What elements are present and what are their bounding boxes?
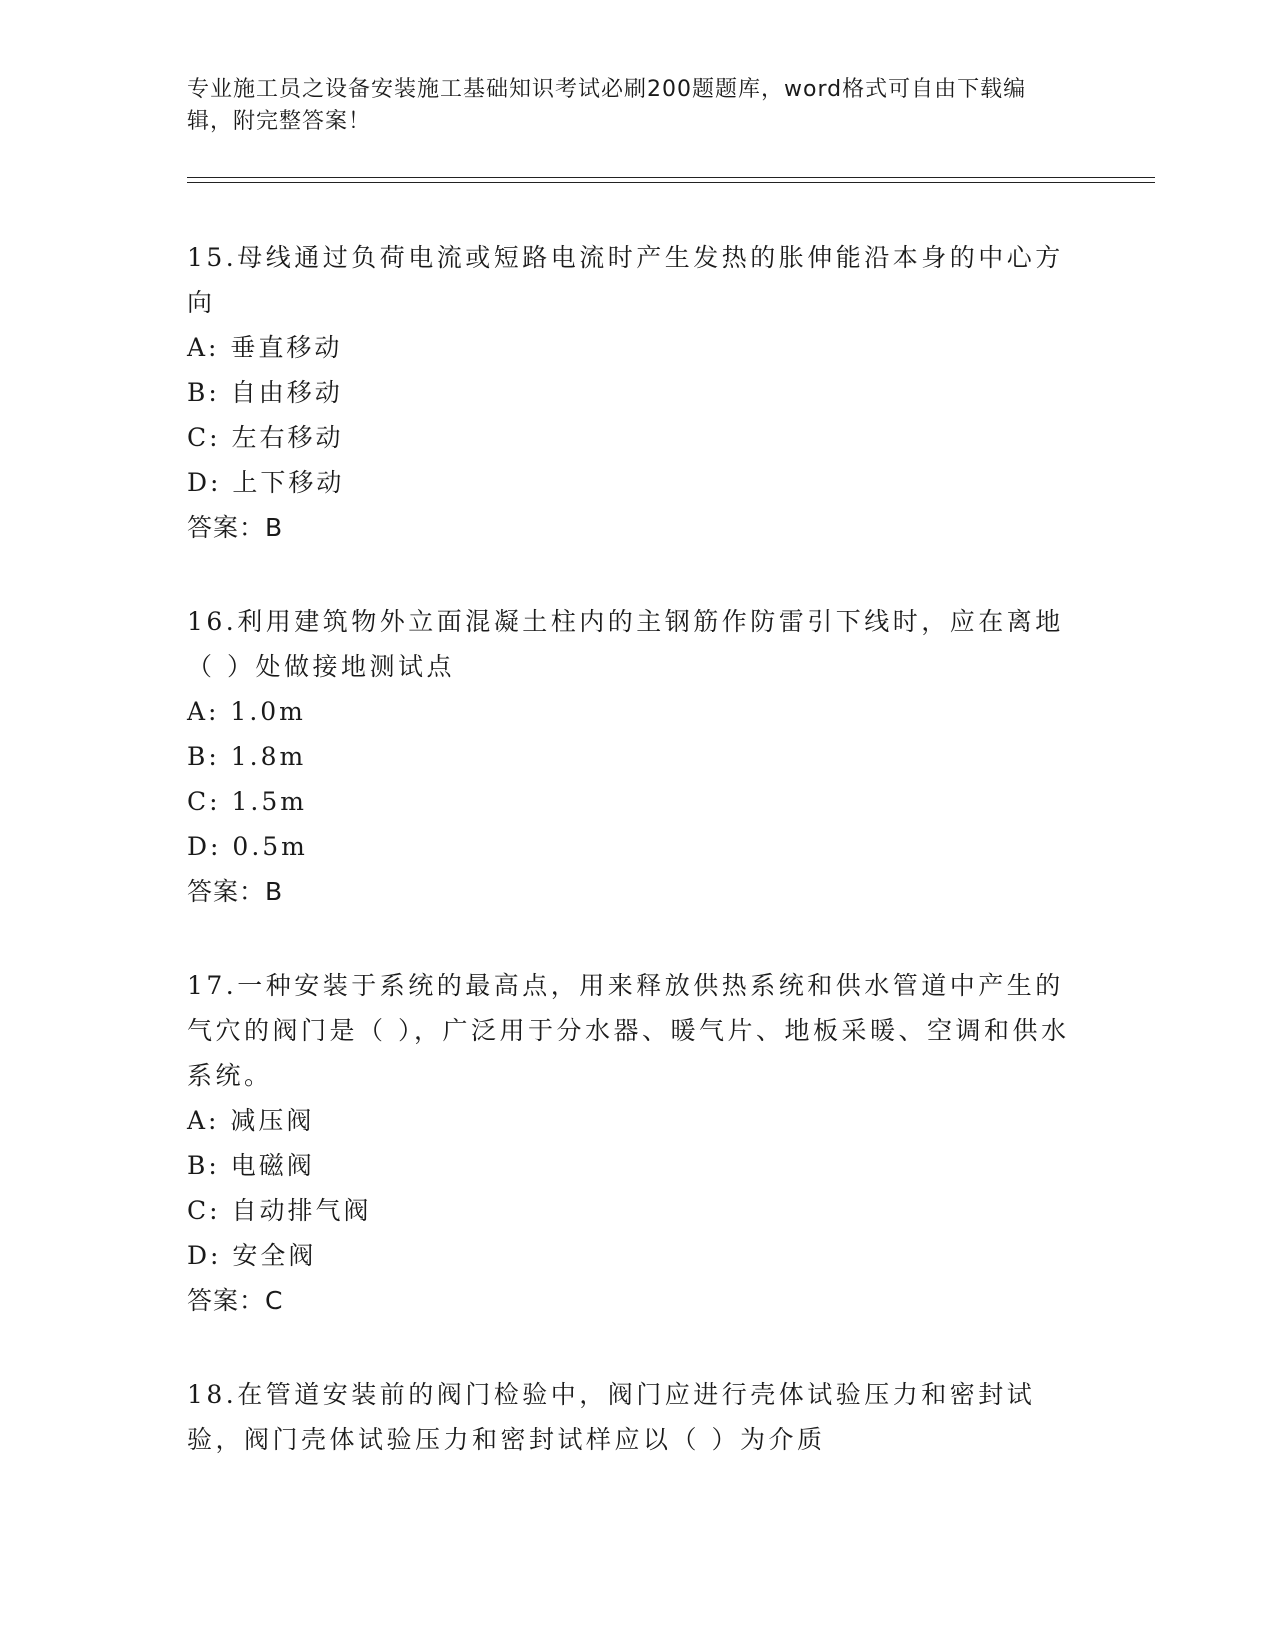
option-a: A: 1.0m [187, 697, 306, 726]
question-15 [187, 235, 1087, 550]
option-d: D: 上下移动 [187, 468, 345, 497]
option-d: D: 0.5m [187, 832, 308, 861]
option-d: D: 安全阀 [187, 1241, 317, 1270]
option-a: A: 减压阀 [187, 1106, 315, 1135]
header-divider-bottom [187, 182, 1155, 183]
question-text: 15.母线通过负荷电流或短路电流时产生发热的胀伸能沿本身的中心方向 [187, 243, 1064, 317]
answer: 答案：B [187, 513, 284, 542]
question-18 [187, 1372, 1087, 1462]
option-b: B: 自由移动 [187, 378, 343, 407]
option-c: C: 左右移动 [187, 423, 344, 452]
document-header: 专业施工员之设备安装施工基础知识考试必刷200题题库，word格式可自由下载编辑，附完整答案！ [187, 77, 1027, 134]
question-text: 16.利用建筑物外立面混凝土柱内的主钢筋作防雷引下线时，应在离地（ ）处做接地测试点 [187, 607, 1064, 681]
option-b: B: 电磁阀 [187, 1151, 315, 1180]
question-17 [187, 963, 1087, 1323]
question-text: 17.一种安装于系统的最高点，用来释放供热系统和供水管道中产生的气穴的阀门是（ ），广泛用于分水器、暖气片、地板采暖、空调和供水系统。 [187, 971, 1070, 1090]
question-text: 18.在管道安装前的阀门检验中，阀门应进行壳体试验压力和密封试验，阀门壳体试验压力和密封试样应以（ ）为介质 [187, 1380, 1036, 1454]
answer: 答案：B [187, 877, 284, 906]
option-c: C: 自动排气阀 [187, 1196, 372, 1225]
question-16 [187, 599, 1087, 914]
option-a: A: 垂直移动 [187, 333, 343, 362]
answer: 答案：C [187, 1286, 284, 1315]
header-divider-top [187, 177, 1155, 178]
option-b: B: 1.8m [187, 742, 307, 771]
option-c: C: 1.5m [187, 787, 307, 816]
